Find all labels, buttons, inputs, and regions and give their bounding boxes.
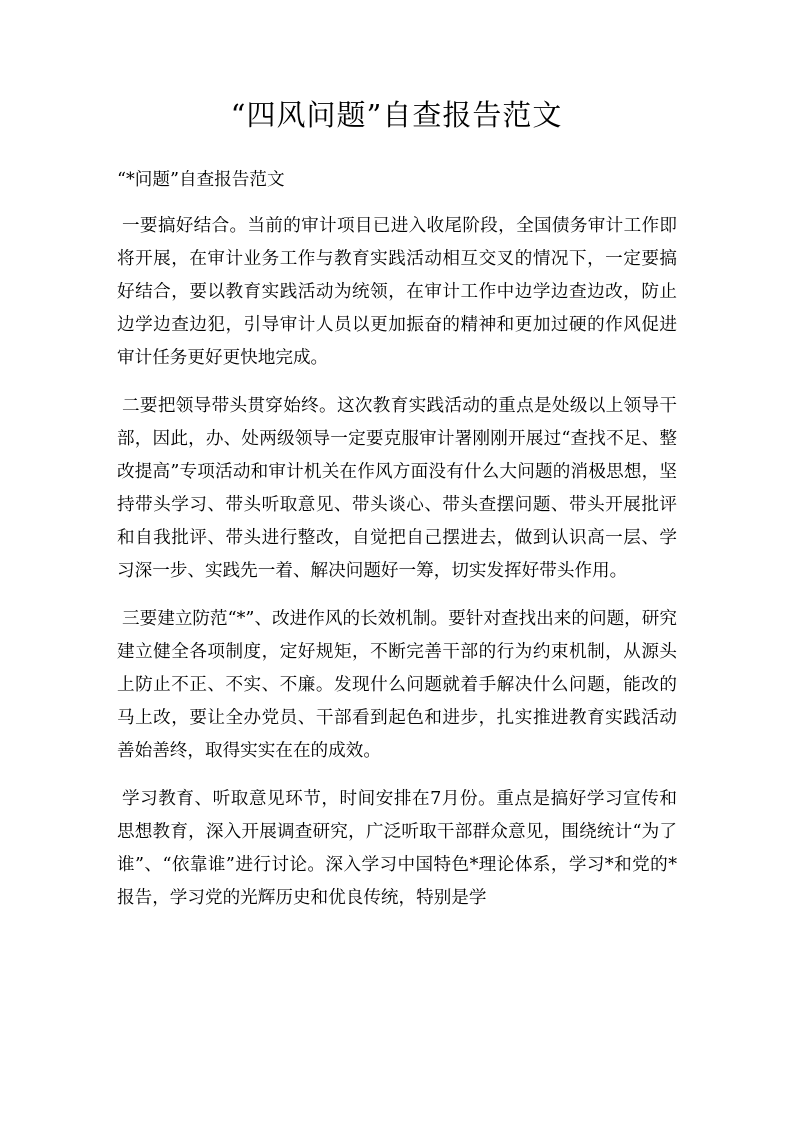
document-subtitle: “*问题”自查报告范文 bbox=[117, 170, 285, 190]
paragraph-1: 一要搞好结合。当前的审计项目已进入收尾阶段，全国债务审计工作即将开展，在审计业务工作与教育实践活动相互交叉的情况下，一定要搞好结合，要以教育实践活动为统领，在审计工作中边学边查边改，防止边学边查边犯，引导审计人员以更加振奋的精神和更加过硬的作风促进审计任务更好更快地完成。 bbox=[117, 216, 677, 368]
document-body bbox=[117, 210, 677, 930]
document-title: “四风问题”自查报告范文 bbox=[230, 98, 563, 132]
paragraph-4: 学习教育、听取意见环节，时间安排在7月份。重点是搞好学习宣传和思想教育，深入开展调查研究，广泛听取干部群众意见，围绕统计“为了谁”、“依靠谁”进行讨论。深入学习中国特色*理论体系，学习*和党的*报告，学习党的光辉历史和优良传统，特别是学 bbox=[117, 789, 677, 908]
paragraph-2: 二要把领导带头贯穿始终。这次教育实践活动的重点是处级以上领导干部，因此，办、处两级领导一定要克服审计署刚刚开展过“查找不足、整改提高”专项活动和审计机关在作风方面没有什么大问题的消极思想，坚持带头学习、带头听取意见、带头谈心、带头查摆问题、带头开展批评和自我批评、带头进行整改，自觉把自己摆进去，做到认识高一层、学习深一步、实践先一着、解决问题好一筹，切实发挥好带头作用。 bbox=[117, 396, 677, 581]
paragraph-3: 三要建立防范“*”、改进作风的长效机制。要针对查找出来的问题，研究建立健全各项制度，定好规矩，不断完善干部的行为约束机制，从源头上防止不正、不实、不廉。发现什么问题就着手解决什么问题，能改的马上改，要让全办党员、干部看到起色和进步，扎实推进教育实践活动善始善终，取得实实在在的成效。 bbox=[117, 609, 677, 761]
